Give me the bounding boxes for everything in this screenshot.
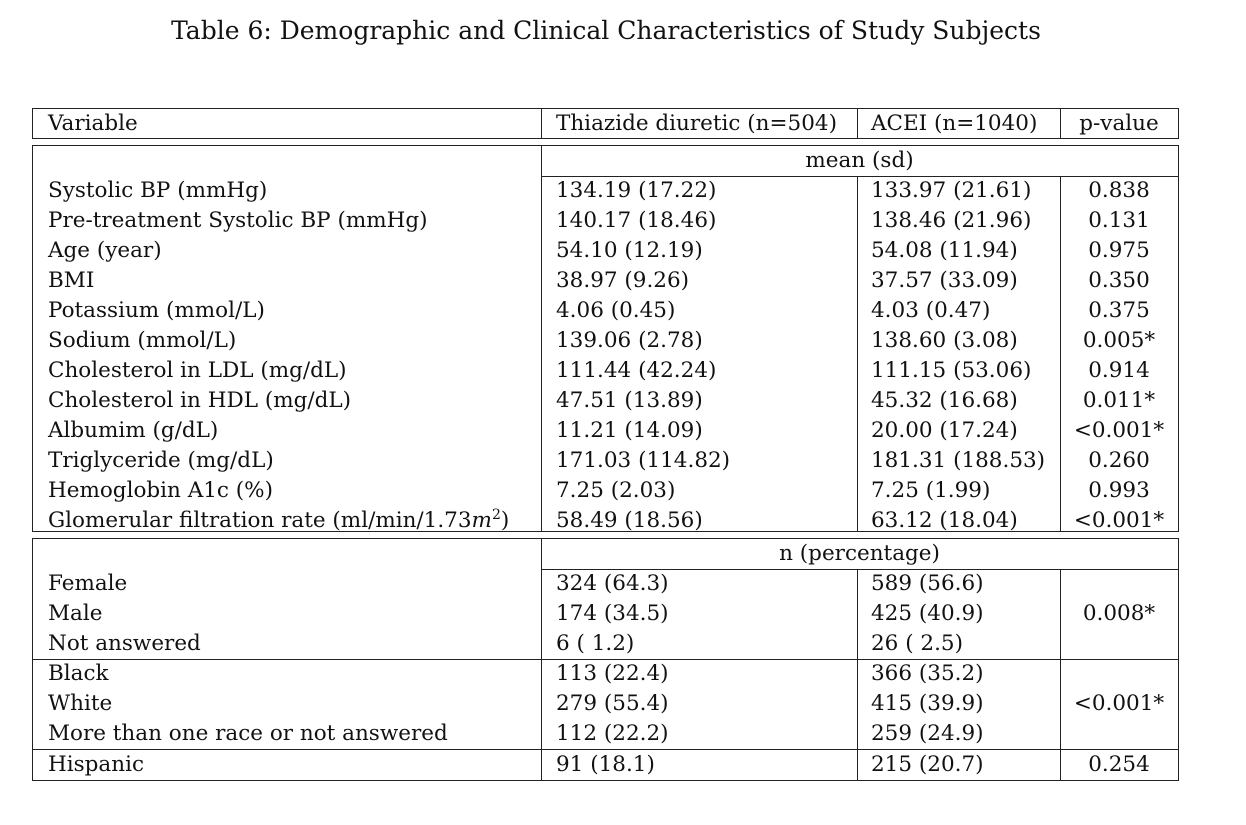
row-variable: Hemoglobin A1c (%): [48, 478, 273, 503]
row-thiazide: 113 (22.4): [556, 661, 669, 686]
row-variable: Hispanic: [48, 752, 145, 777]
section-label-mean-sd: mean (sd): [805, 148, 914, 173]
row-pvalue: <0.001*: [1073, 418, 1165, 443]
table-header-row: [32, 108, 1178, 139]
header-pvalue: p-value: [1079, 111, 1159, 136]
section-mean-sd: [32, 145, 1178, 532]
row-variable: Sodium (mmol/L): [48, 328, 237, 353]
table-row: [32, 326, 1178, 356]
row-thiazide: 171.03 (114.82): [556, 448, 731, 473]
row-variable: Pre-treatment Systolic BP (mmHg): [48, 208, 428, 233]
row-variable: White: [48, 691, 113, 716]
row-thiazide: 91 (18.1): [556, 752, 655, 777]
row-pvalue: 0.254: [1088, 752, 1150, 777]
table-row: [32, 176, 1178, 206]
table-row: [32, 476, 1178, 506]
row-thiazide: 54.10 (12.19): [556, 238, 703, 263]
row-variable: Albumim (g/dL): [48, 418, 219, 443]
row-variable: Potassium (mmol/L): [48, 298, 265, 323]
row-acei: 425 (40.9): [871, 601, 984, 626]
row-variable: Cholesterol in LDL (mg/dL): [48, 358, 347, 383]
row-variable: Male: [48, 601, 103, 626]
table-row: [32, 659, 1178, 689]
table-row: [32, 629, 1178, 659]
row-pvalue: 0.914: [1088, 358, 1150, 383]
table-row: [32, 356, 1178, 386]
race-pvalue: <0.001*: [1073, 691, 1165, 716]
row-pvalue: 0.005*: [1082, 328, 1156, 353]
row-thiazide: 4.06 (0.45): [556, 298, 676, 323]
row-pvalue: 0.993: [1088, 478, 1150, 503]
sex-pvalue: 0.008*: [1082, 601, 1156, 626]
row-thiazide: 139.06 (2.78): [556, 328, 703, 353]
row-acei: 20.00 (17.24): [871, 418, 1018, 443]
row-variable: Black: [48, 661, 109, 686]
row-variable: BMI: [48, 268, 95, 293]
row-pvalue: <0.001*: [1073, 508, 1165, 533]
row-acei: 26 ( 2.5): [871, 631, 963, 656]
table-row: [32, 719, 1178, 749]
row-thiazide: 174 (34.5): [556, 601, 669, 626]
header-variable: Variable: [48, 111, 138, 136]
table-row: [32, 416, 1178, 446]
row-variable: Not answered: [48, 631, 201, 656]
row-thiazide: 279 (55.4): [556, 691, 669, 716]
row-acei: 215 (20.7): [871, 752, 984, 777]
row-thiazide: 58.49 (18.56): [556, 508, 703, 533]
row-pvalue: 0.375: [1088, 298, 1150, 323]
row-thiazide: 111.44 (42.24): [556, 358, 717, 383]
row-acei: 37.57 (33.09): [871, 268, 1018, 293]
row-acei: 589 (56.6): [871, 571, 984, 596]
table-row: [32, 236, 1178, 266]
row-acei: 133.97 (21.61): [871, 178, 1032, 203]
row-variable: Systolic BP (mmHg): [48, 178, 268, 203]
table-row: [32, 599, 1178, 629]
row-acei: 45.32 (16.68): [871, 388, 1018, 413]
row-thiazide: 112 (22.2): [556, 721, 669, 746]
race-group: [32, 659, 1178, 749]
row-pvalue: 0.350: [1088, 268, 1150, 293]
row-pvalue: 0.131: [1088, 208, 1150, 233]
row-acei: 259 (24.9): [871, 721, 984, 746]
header-thiazide: Thiazide diuretic (n=504): [556, 111, 837, 136]
row-pvalue: 0.975: [1088, 238, 1150, 263]
row-acei: 63.12 (18.04): [871, 508, 1018, 533]
row-variable: More than one race or not answered: [48, 721, 448, 746]
row-variable: Age (year): [48, 238, 162, 263]
table-row: [32, 266, 1178, 296]
header-acei: ACEI (n=1040): [871, 111, 1038, 136]
table-row: [32, 506, 1178, 536]
row-thiazide: 140.17 (18.46): [556, 208, 717, 233]
row-thiazide: 11.21 (14.09): [556, 418, 703, 443]
table-row: [32, 296, 1178, 326]
section-label-n-percentage: n (percentage): [779, 541, 940, 566]
row-acei: 181.31 (188.53): [871, 448, 1046, 473]
row-thiazide: 6 ( 1.2): [556, 631, 635, 656]
table-row: [32, 206, 1178, 236]
sex-group: [32, 569, 1178, 659]
table-row: [32, 749, 1178, 780]
row-thiazide: 7.25 (2.03): [556, 478, 676, 503]
section-n-percentage: [32, 538, 1178, 781]
row-acei: 366 (35.2): [871, 661, 984, 686]
characteristics-table: [32, 108, 1178, 781]
row-acei: 138.60 (3.08): [871, 328, 1018, 353]
row-thiazide: 324 (64.3): [556, 571, 669, 596]
row-acei: 138.46 (21.96): [871, 208, 1032, 233]
table-row: [32, 689, 1178, 719]
row-pvalue: 0.838: [1088, 178, 1150, 203]
row-variable: Cholesterol in HDL (mg/dL): [48, 388, 352, 413]
table-row: [32, 569, 1178, 599]
row-pvalue: 0.011*: [1082, 388, 1156, 413]
table-caption: Table 6: Demographic and Clinical Characteristics of Study Subjects: [171, 16, 1041, 45]
row-thiazide: 134.19 (17.22): [556, 178, 717, 203]
row-pvalue: 0.260: [1088, 448, 1150, 473]
row-acei: 4.03 (0.47): [871, 298, 991, 323]
table-row: [32, 386, 1178, 416]
row-thiazide: 38.97 (9.26): [556, 268, 690, 293]
table-row: [32, 446, 1178, 476]
row-acei: 7.25 (1.99): [871, 478, 991, 503]
row-variable: Glomerular filtration rate $(ml/\min/1.73m^2)$: [48, 507, 510, 533]
row-acei: 415 (39.9): [871, 691, 984, 716]
row-thiazide: 47.51 (13.89): [556, 388, 703, 413]
row-acei: 54.08 (11.94): [871, 238, 1018, 263]
row-variable: Triglyceride (mg/dL): [48, 448, 274, 473]
row-acei: 111.15 (53.06): [871, 358, 1032, 383]
row-variable: Female: [48, 571, 128, 596]
